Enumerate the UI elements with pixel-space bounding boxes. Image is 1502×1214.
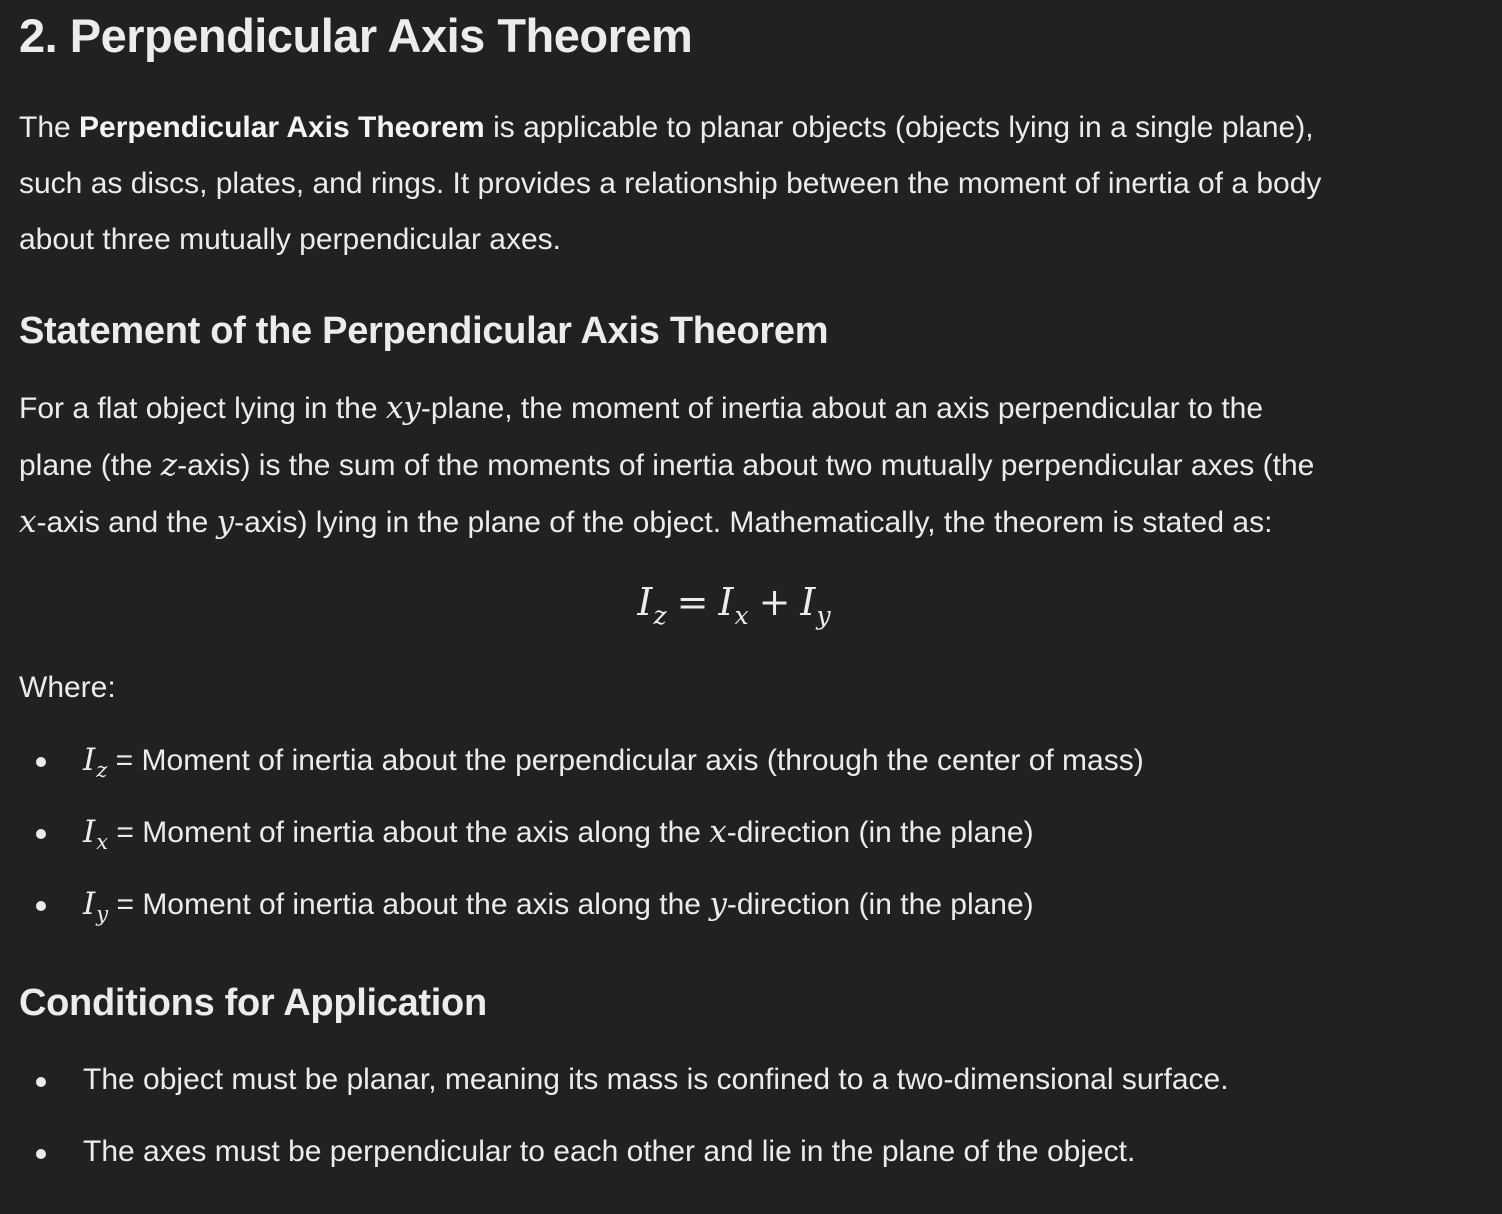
definition-text: = Moment of inertia about the axis along the — [108, 816, 710, 849]
eq-term-2: I — [800, 580, 816, 624]
statement-line-3 — [19, 494, 1479, 551]
definition-text: = Moment of inertia about the axis along the — [108, 888, 710, 921]
symbol-subscript: z — [96, 758, 108, 782]
eq-term-2-sub: y — [816, 601, 831, 630]
list-item — [19, 874, 1479, 946]
eq-equals: = — [676, 580, 709, 624]
intro-line-2: such as discs, plates, and rings. It provides a relationship between the moment of inertia of a body — [19, 167, 1322, 200]
bullet-icon — [36, 829, 46, 839]
eq-lhs-sub: z — [653, 601, 667, 630]
eq-plus: + — [758, 580, 791, 624]
bullet-icon — [36, 757, 46, 767]
intro-paragraph — [19, 100, 1479, 268]
statement-text: For a flat object lying in the — [19, 392, 386, 425]
section-title: 2. Perpendicular Axis Theorem — [19, 9, 693, 62]
eq-term-1-sub: x — [734, 601, 749, 630]
theorem-name-bold: Perpendicular Axis Theorem — [79, 111, 485, 144]
intro-text: The — [19, 111, 80, 144]
statement-text: plane (the — [19, 449, 161, 482]
where-label: Where: — [19, 671, 116, 704]
symbol-I: I — [83, 886, 96, 922]
statement-paragraph — [19, 380, 1479, 551]
math-z: z — [160, 447, 178, 483]
conditions-list — [19, 1050, 1479, 1194]
statement-text: -axis and the — [36, 506, 217, 539]
definition-text: = Moment of inertia about the perpendicular axis (through the center of mass) — [107, 744, 1144, 777]
statement-line-2 — [19, 437, 1479, 494]
list-item — [19, 1122, 1479, 1194]
math-y: y — [216, 504, 235, 540]
intro-text: is applicable to planar objects (objects lying in a single plane), — [484, 111, 1314, 144]
intro-line-3: about three mutually perpendicular axes. — [19, 223, 561, 256]
statement-text: -plane, the moment of inertia about an axis perpendicular to the — [420, 392, 1264, 425]
statement-text: -axis) lying in the plane of the object. Mathematically, the theorem is stated as: — [234, 506, 1273, 539]
math-y: y — [709, 886, 727, 922]
intro-line-1 — [19, 100, 1479, 156]
eq-lhs: I — [637, 580, 653, 624]
symbol-subscript: x — [96, 830, 109, 854]
list-item — [19, 802, 1479, 874]
statement-text: -axis) is the sum of the moments of inertia about two mutually perpendicular axes (the — [177, 449, 1315, 482]
list-item — [19, 730, 1479, 802]
condition-text: The object must be planar, meaning its mass is confined to a two-dimensional surface. — [83, 1063, 1229, 1096]
conditions-heading: Conditions for Application — [19, 982, 487, 1024]
theorem-equation — [19, 574, 1449, 635]
bullet-icon — [36, 1149, 46, 1159]
statement-line-1 — [19, 380, 1479, 437]
eq-term-1: I — [718, 580, 734, 624]
list-item — [19, 1050, 1479, 1122]
bullet-icon — [36, 1077, 46, 1087]
definition-text: -direction (in the plane) — [726, 816, 1034, 849]
condition-text: The axes must be perpendicular to each other and lie in the plane of the object. — [83, 1135, 1136, 1168]
definitions-list — [19, 730, 1479, 946]
math-x: x — [19, 504, 37, 540]
math-xy: xy — [385, 390, 421, 426]
definition-text: -direction (in the plane) — [726, 888, 1034, 921]
symbol-I: I — [83, 814, 96, 850]
symbol-subscript: y — [96, 902, 109, 926]
symbol-I: I — [83, 742, 96, 778]
statement-heading: Statement of the Perpendicular Axis Theorem — [19, 310, 829, 352]
bullet-icon — [36, 901, 46, 911]
math-x: x — [709, 814, 727, 850]
